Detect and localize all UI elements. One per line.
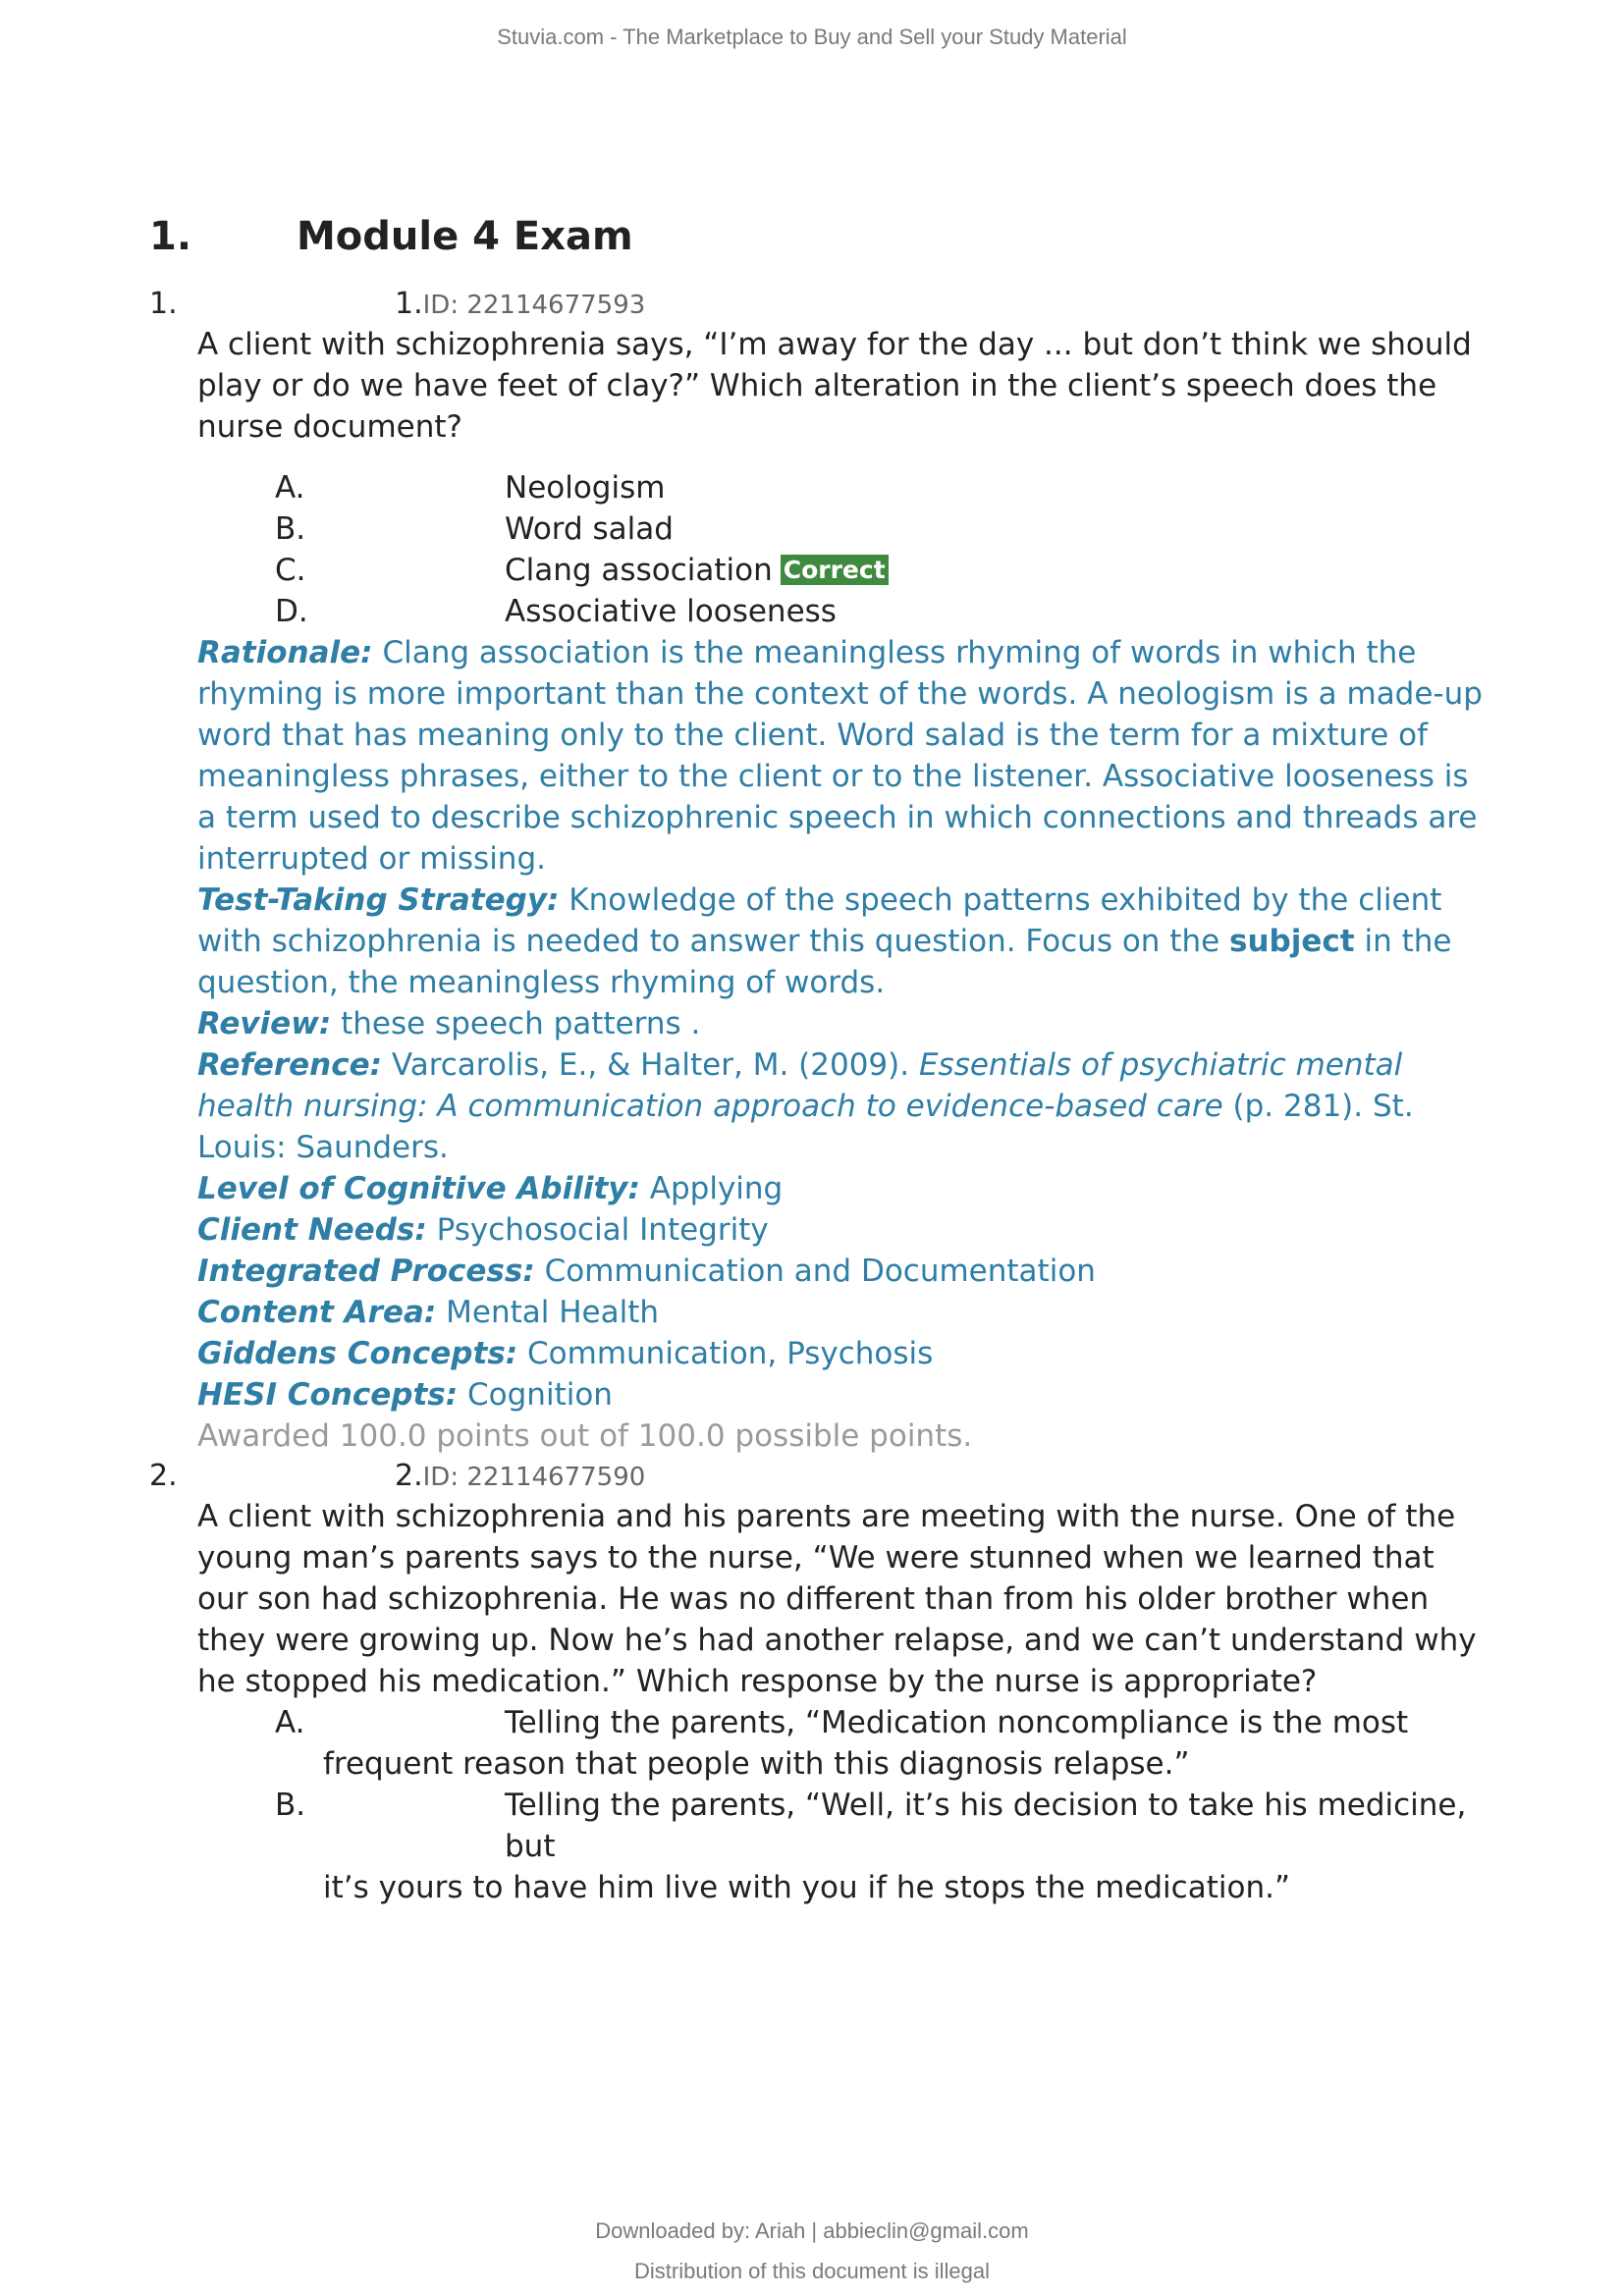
- meta-value: Communication and Documentation: [544, 1254, 1096, 1289]
- rationale-label: Rationale:: [197, 635, 373, 670]
- reference-label: Reference:: [197, 1047, 383, 1083]
- rationale-text: Clang association is the meaningless rhyming of words in which the rhyming is more important than the context of the words. A neologism is a made-up word that has meaning only to the client. Word salad is the term for a mixture of meaningless phrases, either to the client or to the listener. Associative looseness is a term used to describe schizophrenic speech in which connections and threads are interrupted or missing.: [197, 635, 1483, 877]
- meta-client-needs: [197, 1209, 1493, 1251]
- question-list-number: 2.: [149, 1459, 178, 1493]
- review-label: Review:: [197, 1006, 332, 1041]
- meta-giddens-concepts: [197, 1333, 1493, 1374]
- meta-value: Cognition: [467, 1377, 613, 1413]
- meta-label: Level of Cognitive Ability:: [197, 1171, 640, 1206]
- strategy-label: Test-Taking Strategy:: [197, 882, 560, 918]
- meta-content-area: [197, 1292, 1493, 1333]
- option-letter: A.: [275, 470, 305, 506]
- title-text: Module 4 Exam: [297, 214, 633, 259]
- option-text-with-badge: Clang association Correct: [505, 550, 889, 593]
- meta-label: Content Area:: [197, 1295, 437, 1330]
- meta-integrated-process: [197, 1251, 1493, 1292]
- option-letter: B.: [275, 1788, 306, 1823]
- meta-label: Client Needs:: [197, 1212, 427, 1248]
- option-letter: B.: [275, 511, 306, 547]
- review-text: these speech patterns .: [341, 1006, 701, 1041]
- question-id: ID: 22114677593: [422, 291, 646, 320]
- reference-authors: Varcarolis, E., & Halter, M. (2009).: [391, 1047, 910, 1083]
- strategy-bold-word: subject: [1229, 924, 1355, 959]
- title-number: 1.: [149, 214, 192, 259]
- reference: [197, 1044, 1493, 1168]
- strategy-text-end: in the question, the meaningless rhyming of words.: [197, 924, 1452, 1000]
- test-taking-strategy: [197, 880, 1493, 1003]
- meta-hesi-concepts: [197, 1374, 1493, 1415]
- meta-label: Integrated Process:: [197, 1254, 535, 1289]
- option-letter: A.: [275, 1705, 305, 1740]
- question-inline-number: 1.ID: 22114677593: [395, 287, 646, 321]
- footer-distribution: Distribution of this document is illegal: [634, 2259, 990, 2283]
- meta-cognitive-ability: [197, 1168, 1493, 1209]
- strategy-text: Knowledge of the speech patterns exhibited by the client with schizophrenia is needed to answer this question. Focus on the: [197, 882, 1442, 959]
- rationale-section: [197, 632, 1493, 1457]
- question-stem: A client with schizophrenia and his parents are meeting with the nurse. One of the young man’s parents says to the nurse, “We were stunned when we learned that our son had schizophrenia. He was no different than from his older brother when they were growing up. Now he’s had another relapse, and we can’t understand why he stopped his medication.” Which response by the nurse is appropriate?: [197, 1499, 1477, 1699]
- meta-label: HESI Concepts:: [197, 1377, 459, 1413]
- option-text: Neologism: [505, 470, 666, 506]
- option-letter: D.: [275, 594, 308, 629]
- question-list-number: 1.: [149, 287, 178, 321]
- question-inline-number: 2.ID: 22114677590: [395, 1459, 646, 1493]
- correct-badge: Correct: [781, 555, 889, 585]
- option-text-line1: Telling the parents, “Well, it’s his decision to take his medicine, but: [505, 1788, 1467, 1864]
- rationale: [197, 632, 1493, 880]
- reference-book-title: Essentials of psychiatric mental health nursing: A communication approach to evidence-based care: [197, 1047, 1403, 1124]
- meta-value: Applying: [649, 1171, 784, 1206]
- site-header: Stuvia.com - The Marketplace to Buy and Sell your Study Material: [497, 25, 1127, 49]
- review: [197, 1003, 1493, 1044]
- option-text-line2: it’s yours to have him live with you if he stops the medication.”: [323, 1870, 1291, 1905]
- option-text: Word salad: [505, 511, 674, 547]
- meta-label: Giddens Concepts:: [197, 1336, 518, 1371]
- meta-value: Mental Health: [446, 1295, 660, 1330]
- meta-value: Psychosocial Integrity: [436, 1212, 769, 1248]
- meta-value: Communication, Psychosis: [527, 1336, 934, 1371]
- option-letter: C.: [275, 553, 306, 588]
- awarded-points: Awarded 100.0 points out of 100.0 possible points.: [197, 1418, 973, 1454]
- answer-option-a[interactable]: [275, 1702, 1492, 1785]
- reference-pages: (p. 281). St. Louis: Saunders.: [197, 1089, 1414, 1165]
- footer-downloaded: Downloaded by: Ariah | abbieclin@gmail.com: [595, 2218, 1029, 2243]
- option-text-line1: Telling the parents, “Medication noncompliance is the most: [505, 1705, 1409, 1740]
- option-text: Associative looseness: [505, 594, 837, 629]
- option-text-line2: frequent reason that people with this diagnosis relapse.”: [323, 1746, 1190, 1782]
- answer-option-b[interactable]: [275, 1785, 1492, 1908]
- question-id: ID: 22114677590: [422, 1463, 646, 1492]
- question-stem: A client with schizophrenia says, “I’m away for the day ... but don’t think we should play or do we have feet of clay?” Which alteration in the client’s speech does the nurse document?: [197, 327, 1472, 445]
